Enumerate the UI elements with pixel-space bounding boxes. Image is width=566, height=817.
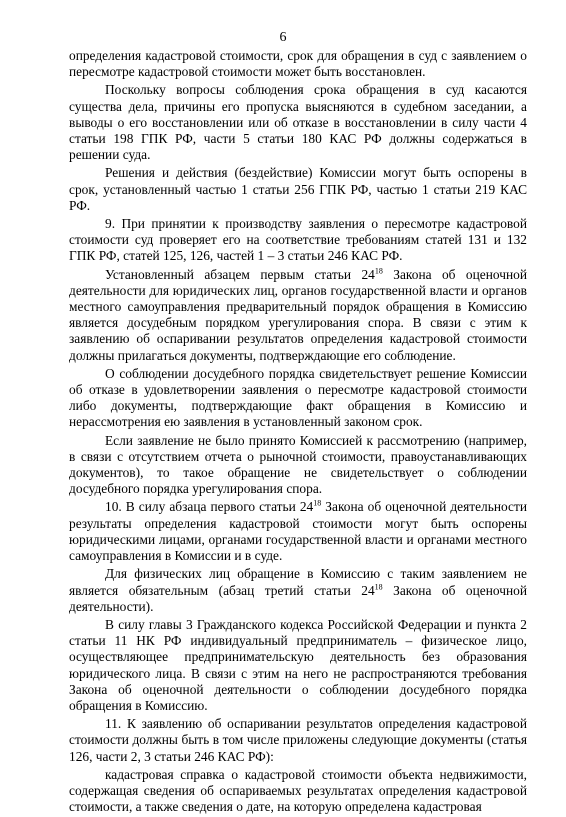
paragraph-10: В силу главы 3 Гражданского кодекса Российской Федерации и пункта 2 статьи 11 НК РФ индивидуальный предприниматель – физическое лицо, осуществляющее предпринимательскую деятельность без образования юридического лица. В связи с этим на него не распространяются требования Закона об оценочной деятельности о соблюдении досудебного порядка обращения в Комиссию.: [69, 616, 527, 713]
paragraph-4: 9. При принятии к производству заявления о пересмотре кадастровой стоимости суд проверяет его на соответствие требованиям статей 131 и 132 ГПК РФ, статей 125, 126, частей 1 – 3 статьи 246 КАС РФ.: [69, 216, 527, 264]
paragraph-6: О соблюдении досудебного порядка свидетельствует решение Комиссии об отказе в удовлетворении заявления о пересмотре кадастровой стоимости либо документы, подтверждающие факт обращения в Комиссию и нерассмотрения ею заявления в установленный законом срок.: [69, 365, 527, 430]
paragraph-8-text-after: Закона об оценочной деятельности результаты определения кадастровой стоимости могут быть оспорены юридическими лицами, органами государственной власти и органами местного самоуправления в Комиссии и в суде.: [69, 499, 527, 564]
paragraph-5-superscript: 18: [374, 266, 383, 276]
paragraph-8: [69, 499, 527, 564]
paragraph-11: 11. К заявлению об оспаривании результатов определения кадастровой стоимости должны быть в том числе приложены следующие документы (статья 126, части 2, 3 статьи 246 КАС РФ):: [69, 716, 527, 764]
paragraph-8-superscript: 18: [313, 499, 322, 509]
page-number: 6: [279, 30, 287, 45]
paragraph-7: Если заявление не было принято Комиссией к рассмотрению (например, в связи с отсутствием отчета о рыночной стоимости, правоустанавливающих документов), то такое обращение не свидетельствует о соблюдении досудебного порядка урегулирования спора.: [69, 432, 527, 497]
paragraph-1: определения кадастровой стоимости, срок для обращения в суд с заявлением о пересмотре кадастровой стоимости может быть восстановлен.: [69, 48, 527, 80]
paragraph-5-text-before: Установленный абзацем первым статьи 24: [105, 266, 375, 282]
paragraph-9: [69, 566, 527, 615]
paragraph-12: кадастровая справка о кадастровой стоимости объекта недвижимости, содержащая сведения об оспариваемых результатах определения кадастровой стоимости, а также сведения о дате, на которую определена кадастровая: [69, 766, 527, 815]
paragraph-9-superscript: 18: [374, 582, 383, 592]
paragraph-3: Решения и действия (бездействие) Комиссии могут быть оспорены в срок, установленный частью 1 статьи 256 ГПК РФ, частью 1 статьи 219 КАС РФ.: [69, 165, 527, 213]
paragraph-8-text-before: 10. В силу абзаца первого статьи 24: [105, 499, 314, 515]
paragraph-9-text-before: Для физических лиц обращение в Комиссию с таким заявлением не является обязательным (абзац третий статьи 24: [69, 566, 527, 598]
document-body: [69, 48, 527, 817]
paragraph-2: Поскольку вопросы соблюдения срока обращения в суд касаются существа дела, причины его пропуска выясняются в судебном заседании, а выводы о его восстановлении или об отказе в восстановлении в силу части 4 статьи 198 ГПК РФ, части 5 статьи 180 КАС РФ должны содержаться в решении суда.: [69, 82, 527, 163]
paragraph-5-text-after: Закона об оценочной деятельности для юридических лиц, органов государственной власти и органов местного самоуправления предварительный порядок обращения в Комиссию является досудебным порядком урегулирования спора. В связи с этим к заявлению об оспаривании результатов определения кадастровой стоимости должны прилагаться документы, подтверждающие его соблюдение.: [69, 266, 527, 363]
paragraph-5: [69, 267, 527, 364]
paragraph-9-text-after: Закона об оценочной деятельности).: [69, 582, 527, 614]
